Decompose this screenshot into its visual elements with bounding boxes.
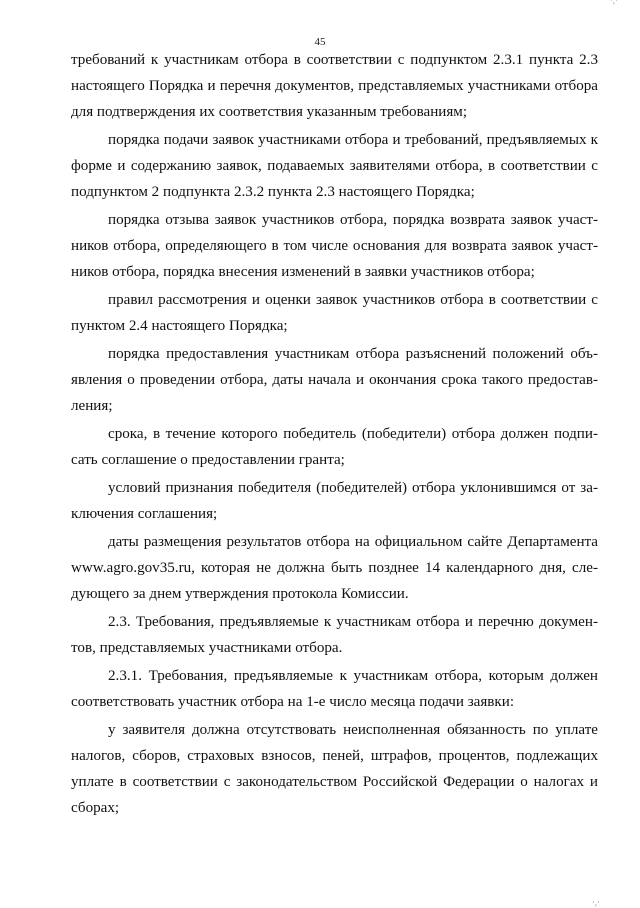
paragraph-results-publication: даты размещения результатов отбора на официальном сайте Департамента www.agro.gov35.ru, которая не должна быть позднее 14 календарного дня, следующего за днем утверждения протокола Комиссии. <box>71 534 598 602</box>
paragraph-section-2-3-1: 2.3.1. Требования, предъявляемые к участникам отбора, которым должен соответствовать участник отбора на 1-е число месяца подачи заявки: <box>71 668 598 710</box>
paragraph-signing-deadline: срока, в течение которого победитель (победители) отбора должен подписать соглашение о предоставлении гранта; <box>71 426 598 468</box>
paragraph-review-rules: правил рассмотрения и оценки заявок участников отбора в соответствии с пунктом 2.4 настоящего Порядка; <box>71 292 598 334</box>
paragraph-application-submission: порядка подачи заявок участниками отбора и требований, предъявляемых к форме и содержанию заявок, подаваемых заявителями отбора, в соответствии с подпунктом 2 подпункта 2.3.2 пункта 2.3 настоящего Порядка; <box>71 132 598 200</box>
scan-artifact-bottom: ·ˌ· <box>591 898 600 908</box>
paragraph-evasion-conditions: условий признания победителя (победителей) отбора уклонившимся от заключения соглашения; <box>71 480 598 522</box>
paragraph-clarifications: порядка предоставления участникам отбора разъяснений положений объявления о проведении отбора, даты начала и окончания срока такого предоставления; <box>71 346 598 414</box>
paragraph-application-withdrawal: порядка отзыва заявок участников отбора, порядка возврата заявок участников отбора, определяющего в том числе основания для возврата заявок участников отбора, порядка внесения изменений в заявки участников отбора; <box>71 212 598 280</box>
scan-artifact-top: ·ˌ· <box>609 0 618 6</box>
paragraph-tax-obligations: у заявителя должна отсутствовать неисполненная обязанность по уплате налогов, сборов, страховых взносов, пеней, штрафов, процентов, подлежащих уплате в соответствии с законодательством Российской Федерации о налогах и сборах; <box>71 722 598 816</box>
paragraph-requirements-to-participants: требований к участникам отбора в соответствии с подпунктом 2.3.1 пункта 2.3 настоящего Порядка и перечня документов, представляемых участниками отбора для подтверждения их соответствия указанным требованиям; <box>71 52 598 120</box>
page-number: 45 <box>314 36 326 48</box>
paragraph-section-2-3: 2.3. Требования, предъявляемые к участникам отбора и перечню документов, представляемых участниками отбора. <box>71 614 598 656</box>
body-text <box>71 47 598 823</box>
